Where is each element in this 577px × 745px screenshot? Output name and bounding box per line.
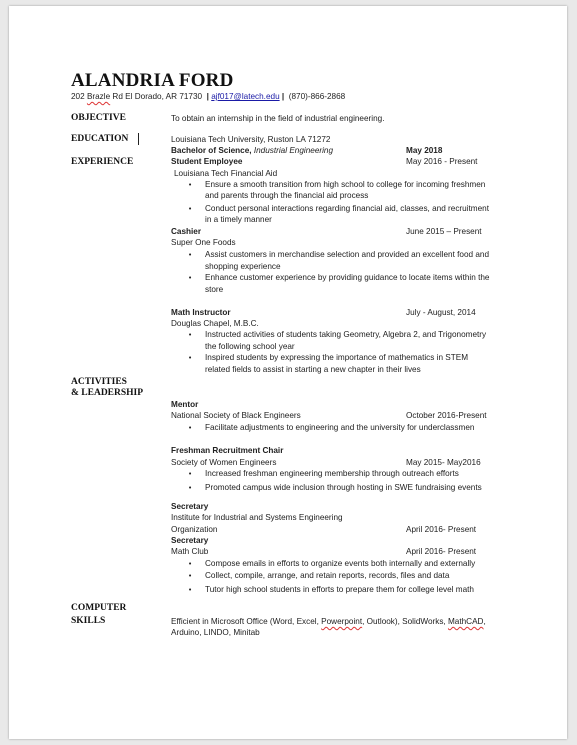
job-bullet-cont: shopping experience: [205, 262, 281, 271]
bullet-icon: •: [188, 205, 193, 213]
heading-education: EDUCATION: [71, 134, 129, 144]
job-bullet: Conduct personal interactions regarding financial aid, classes, and recruitment: [205, 204, 489, 213]
address-part: 202: [71, 92, 87, 101]
heading-objective: OBJECTIVE: [71, 113, 126, 123]
email-link[interactable]: ajf017@latech.edu: [211, 92, 280, 101]
heading-activities: ACTIVITIES: [71, 377, 127, 387]
activity-date: April 2016- Present: [406, 525, 477, 534]
education-degree: Bachelor of Science,: [171, 146, 252, 155]
bullet-icon: •: [188, 181, 193, 189]
objective-text: To obtain an internship in the field of industrial engineering.: [171, 114, 385, 123]
activity-title: Mentor: [171, 400, 199, 409]
job-bullet: Instructed activities of students taking Geometry, Algebra 2, and Trigonometry: [205, 330, 487, 339]
job-title: Cashier: [171, 227, 202, 236]
job-bullet: Enhance customer experience by providing guidance to locate items within the: [205, 273, 490, 282]
address-street-word: Brazle: [86, 92, 111, 101]
bullet-icon: •: [188, 484, 193, 492]
candidate-name: ALANDRIA FORD: [71, 70, 234, 91]
heading-skills: SKILLS: [71, 616, 106, 626]
job-bullet-cont: and parents through the financial aid process: [205, 191, 369, 200]
activity-date: October 2016-Present: [406, 411, 487, 420]
address-rest: Rd El Dorado, AR 71730: [110, 92, 203, 101]
skills-misspelled-word: MathCAD: [447, 617, 484, 626]
skills-misspelled-word: Powerpoint: [321, 617, 363, 626]
activity-org: Society of Women Engineers: [171, 458, 277, 467]
contact-line: [71, 92, 345, 102]
activity-title: Secretary: [171, 536, 209, 545]
bullet-icon: •: [188, 274, 193, 282]
activity-date: May 2015- May2016: [406, 458, 481, 467]
job-title: Student Employee: [171, 157, 243, 166]
job-org: Louisiana Tech Financial Aid: [174, 169, 278, 178]
job-bullet: Assist customers in merchandise selection and provided an excellent food and: [205, 250, 489, 259]
heading-experience: EXPERIENCE: [71, 157, 134, 167]
education-major: Industrial Engineering: [253, 146, 334, 155]
divider: |: [204, 92, 212, 101]
activity-bullet: Collect, compile, arrange, and retain reports, records, files and data: [205, 571, 450, 580]
phone-number: (870)-866-2868: [288, 92, 346, 101]
job-date: July - August, 2014: [406, 308, 476, 317]
job-bullet-cont: the following school year: [205, 342, 295, 351]
text-cursor: [138, 133, 139, 145]
bullet-icon: •: [188, 560, 193, 568]
job-bullet-cont: store: [205, 285, 224, 294]
activity-org: National Society of Black Engineers: [171, 411, 301, 420]
job-org: Super One Foods: [171, 238, 236, 247]
skills-text: ,: [483, 617, 486, 626]
bullet-icon: •: [188, 470, 193, 478]
activity-org-cont: Organization: [171, 525, 218, 534]
resume-page: [9, 6, 567, 739]
bullet-icon: •: [188, 354, 193, 362]
activity-title: Secretary: [171, 502, 209, 511]
education-school: Louisiana Tech University, Ruston LA 71272: [171, 135, 331, 144]
skills-line-2: Arduino, LINDO, Minitab: [171, 628, 260, 637]
activity-title: Freshman Recruitment Chair: [171, 446, 284, 455]
bullet-icon: •: [188, 586, 193, 594]
heading-leadership: & LEADERSHIP: [71, 388, 144, 398]
activity-date: April 2016- Present: [406, 547, 477, 556]
bullet-icon: •: [188, 251, 193, 259]
job-title: Math Instructor: [171, 308, 231, 317]
activity-org: Institute for Industrial and Systems Engineering: [171, 513, 343, 522]
bullet-icon: •: [188, 424, 193, 432]
activity-bullet: Promoted campus wide inclusion through hosting in SWE fundraising events: [205, 483, 482, 492]
activity-bullet: Compose emails in efforts to organize events both internally and externally: [205, 559, 476, 568]
job-bullet-cont: related fields to assist in starting a new chapter in their lives: [205, 365, 421, 374]
job-bullet: Inspired students by expressing the importance of mathematics in STEM: [205, 353, 469, 362]
job-date: May 2016 - Present: [406, 157, 478, 166]
skills-line: [171, 617, 486, 627]
job-bullet: Ensure a smooth transition from high school to college for incoming freshmen: [205, 180, 486, 189]
skills-text: , Outlook), SolidWorks,: [362, 617, 448, 626]
education-degree-line: [171, 146, 333, 156]
skills-text: Efficient in Microsoft Office (Word, Excel,: [171, 617, 322, 626]
activity-bullet: Tutor high school students in efforts to prepare them for college level math: [205, 585, 474, 594]
activity-bullet: Increased freshman engineering membership through outreach efforts: [205, 469, 459, 478]
education-date: May 2018: [406, 146, 443, 155]
divider: |: [279, 92, 287, 101]
activity-bullet: Facilitate adjustments to engineering and the university for underclassmen: [205, 423, 475, 432]
activity-org: Math Club: [171, 547, 209, 556]
job-org: Douglas Chapel, M.B.C.: [171, 319, 259, 328]
bullet-icon: •: [188, 572, 193, 580]
bullet-icon: •: [188, 331, 193, 339]
job-bullet-cont: in a timely manner: [205, 215, 272, 224]
job-date: June 2015 – Present: [406, 227, 482, 236]
heading-computer: COMPUTER: [71, 603, 127, 613]
